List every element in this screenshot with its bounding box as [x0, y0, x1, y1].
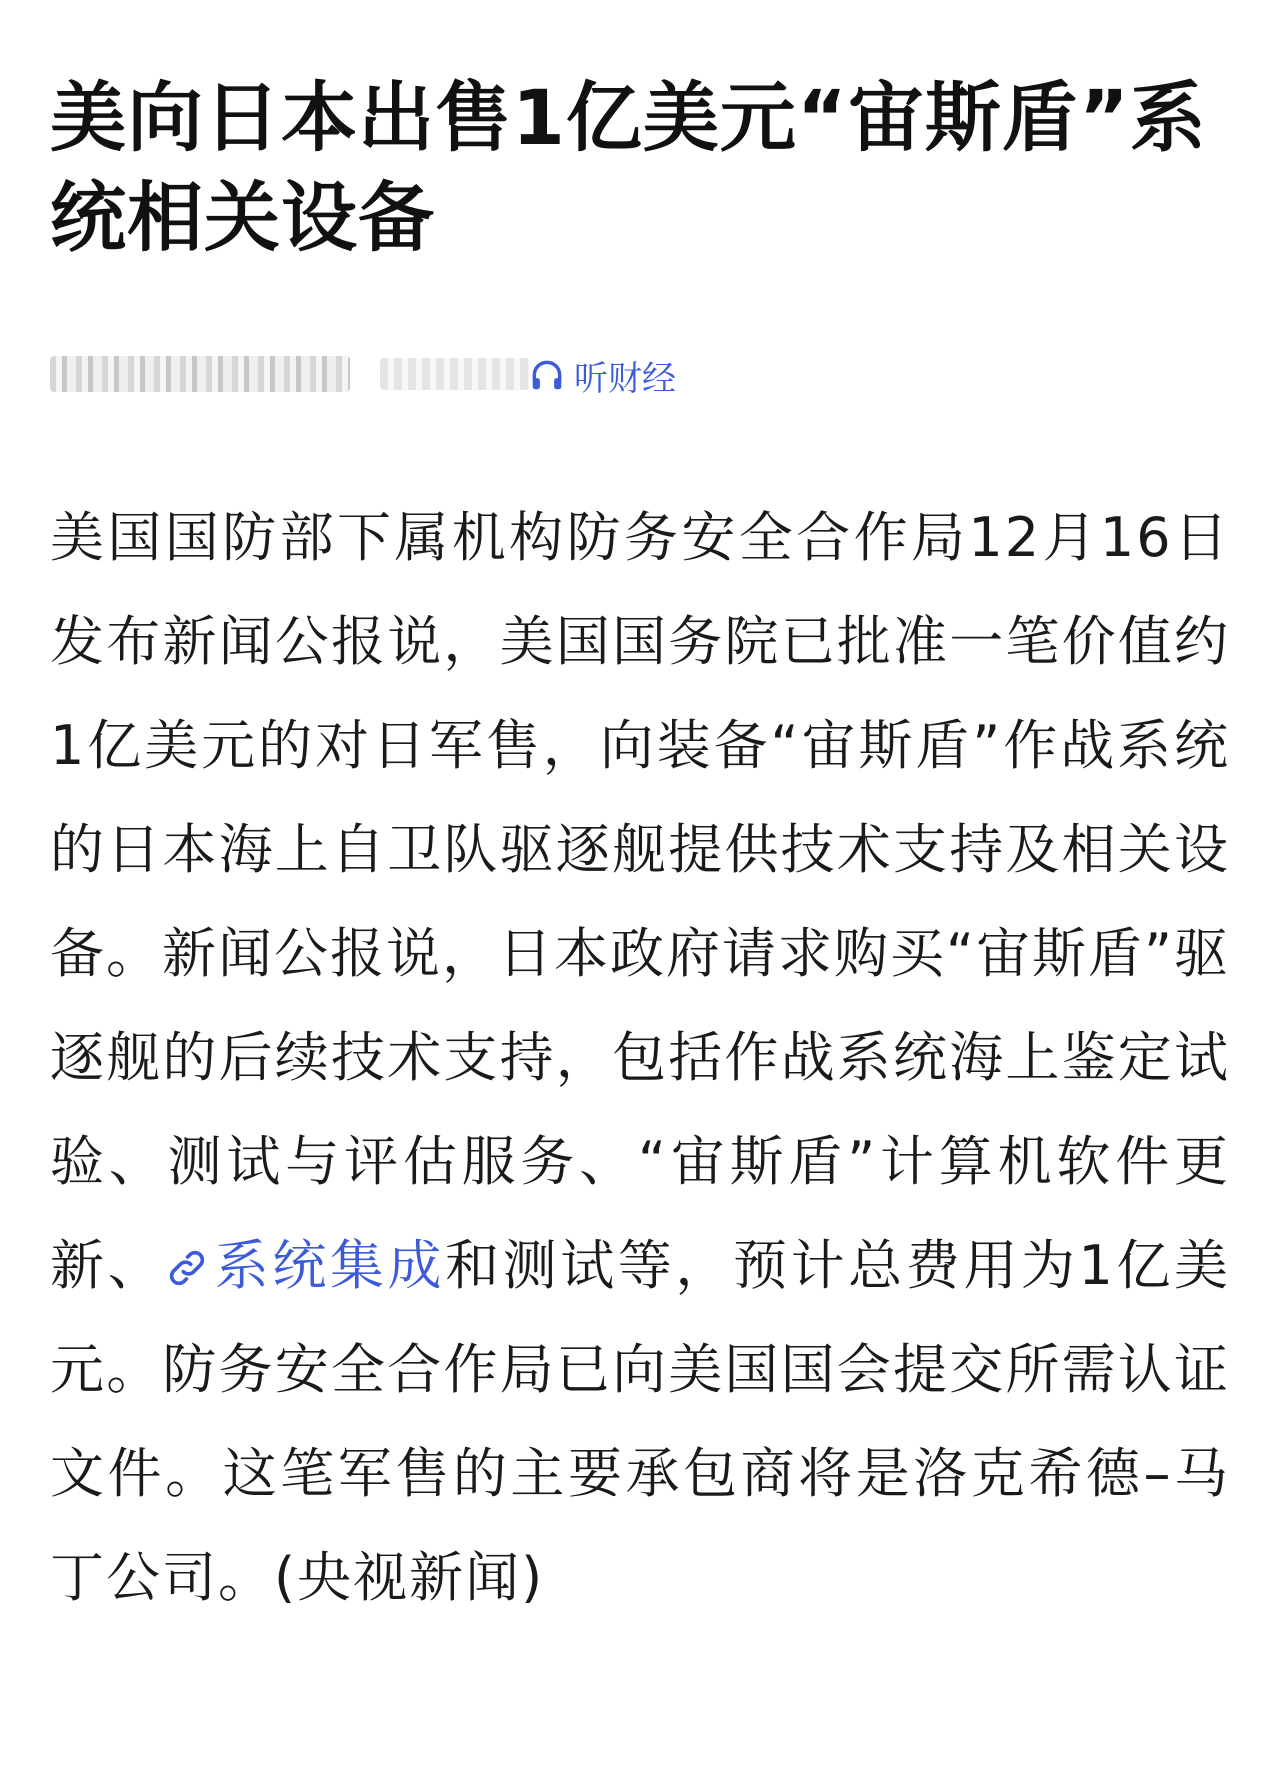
headphone-icon — [528, 356, 566, 394]
article-body — [50, 486, 1230, 1630]
body-text-part-1: 美国国防部下属机构防务安全合作局12月16日发布新闻公报说，美国国务院已批准一笔价值约1亿美元的对日军售，向装备“宙斯盾”作战系统的日本海上自卫队驱逐舰提供技术支持及相关设备。新闻公报说，日本政府请求购买“宙斯盾”驱逐舰的后续技术支持，包括作战系统海上鉴定试验、测试与评估服务、“宙斯盾”计算机软件更新、 — [50, 506, 1230, 1297]
link-text: 系统集成 — [213, 1234, 446, 1297]
link-icon — [165, 1246, 209, 1290]
listen-button[interactable] — [528, 350, 676, 400]
author-name-redacted — [50, 356, 350, 392]
body-text-part-2: 和测试等，预计总费用为1亿美元。防务安全合作局已向美国国会提交所需认证文件。这笔军售的主要承包商将是洛克希德–马丁公司。(央视新闻) — [50, 1234, 1231, 1609]
article-title: 美向日本出售1亿美元“宙斯盾”系统相关设备 — [50, 73, 1207, 262]
listen-label: 听财经 — [574, 358, 676, 399]
publish-time-redacted — [380, 358, 530, 390]
article-meta — [50, 350, 1230, 400]
system-integration-link[interactable] — [165, 1234, 445, 1297]
